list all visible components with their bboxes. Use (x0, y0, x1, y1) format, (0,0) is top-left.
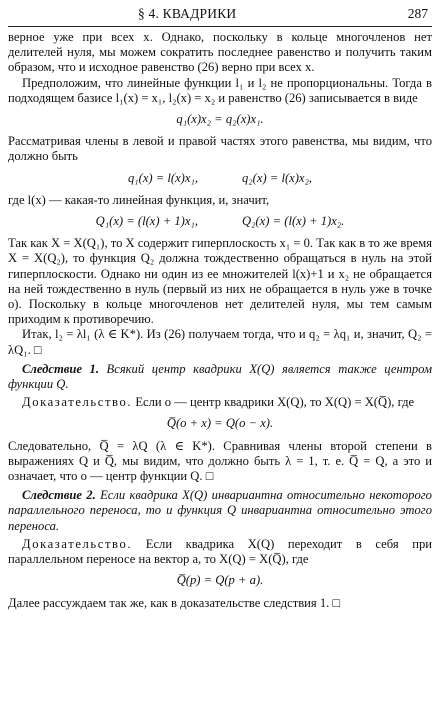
running-header (8, 6, 432, 26)
proof-2-label: Доказательство. (22, 536, 133, 551)
page-number: 287 (407, 6, 428, 21)
proof-1-text: Если o — центр квадрики X(Q), то X(Q) = X(Q̅), где (135, 395, 415, 410)
proof-1 (8, 395, 432, 410)
formula-1: q₁(x)x₂ = q₂(x)x₁. (176, 112, 264, 127)
formula-4: Q̅(o + x) = Q(o − x). (166, 416, 274, 431)
corollary-1 (8, 362, 432, 392)
paragraph-5: Так как X = X(Q₁), то X содержит гиперплоскость x₁ = 0. Так как в то же время X = X(Q₂), то функция Q₂ должна тождественно обращаться в нуль на этой гиперплоскости. Однако ни один из ее множителей l(x)+1 и x₂ не обращается на ней тождественно в нуль (первый из них не обращается в нуль уже в точке o). Поскольку в кольце многочленов нет делителей нуля, мы тем самым приходим к противоречию. (8, 236, 432, 327)
corollary-2-text: Если квадрика X(Q) инвариантна относительно некоторого параллельного переноса, то и функция Q инвариантна относительно этого переноса. (8, 488, 432, 533)
corollary-1-label: Следствие 1. (22, 361, 99, 376)
header-rule (8, 26, 432, 27)
paragraph-6: Итак, l₂ = λl₁ (λ ∈ K*). Из (26) получаем тогда, что и q₂ = λq₁ и, значит, Q₂ = λQ₁. □ (8, 327, 432, 357)
formula-3-right: Q₂(x) = (l(x) + 1)x₂. (242, 214, 345, 229)
formula-3-left: Q₁(x) = (l(x) + 1)x₁, (95, 214, 198, 229)
corollary-2 (8, 488, 432, 534)
paragraph-1: верное уже при всех x. Однако, поскольку в кольце многочленов нет делителей нуля, мы можем сократить последнее равенство и получить таким образом, что и исходное равенство (26) верно при всех x. (8, 30, 432, 75)
corollary-1-text: Всякий центр квадрики X(Q) является также центром функции Q. (8, 361, 432, 392)
proof-1-label: Доказательство. (22, 395, 133, 410)
paragraph-4: где l(x) — какая-то линейная функция, и, значит, (8, 192, 270, 207)
proof-2 (8, 537, 432, 567)
paragraph-2: Предположим, что линейные функции l₁ и l₂ не пропорциональны. Тогда в подходящем базисе l₁(x) = x₁, l₂(x) = x₂ и равенство (26) записывается в виде (8, 75, 432, 105)
paragraph-7: Следовательно, Q̅ = λQ (λ ∈ K*). Сравнивая члены второй степени в выражениях Q и Q̅, мы видим, что должно быть λ = 1, т. е. Q̅ = Q, а это и означает, что o — центр функции Q. □ (8, 438, 432, 484)
paragraph-8: Далее рассуждаем так же, как в доказательстве следствия 1. □ (8, 595, 341, 610)
corollary-2-label: Следствие 2. (22, 488, 96, 503)
formula-3 (8, 214, 432, 229)
formula-2-right: q₂(x) = l(x)x₂, (242, 170, 313, 185)
formula-5: Q̅(p) = Q(p + a). (176, 573, 264, 588)
proof-2-text: Если квадрика X(Q) переходит в себя при параллельном переносе на вектор a, то X(Q) = X(Q̅), где (8, 536, 432, 567)
paragraph-3: Рассматривая члены в левой и правой частях этого равенства, мы видим, что должно быть (8, 134, 432, 164)
formula-2-left: q₁(x) = l(x)x₁, (127, 170, 198, 185)
section-title: § 4. КВАДРИКИ (138, 6, 237, 21)
formula-2 (8, 171, 432, 186)
